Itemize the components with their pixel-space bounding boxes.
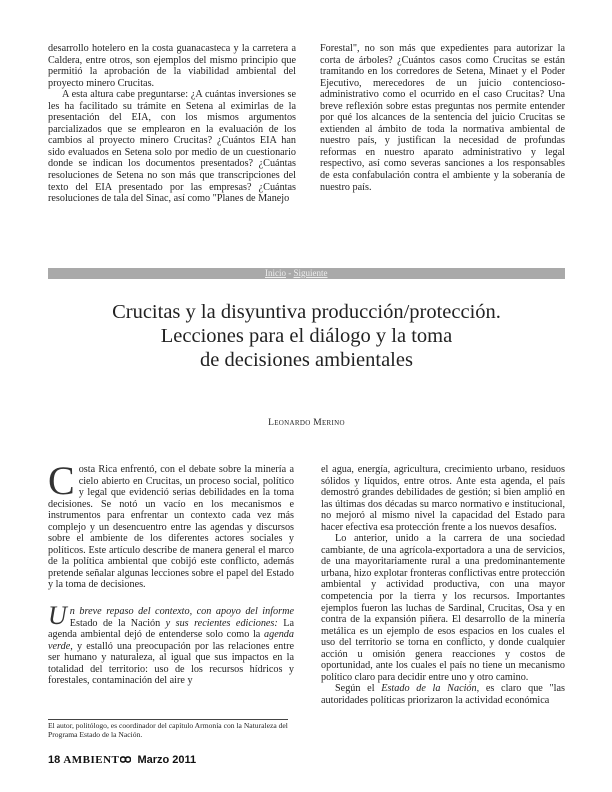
title-line: Crucitas y la disyuntiva producción/protección. — [112, 301, 501, 323]
paragraph-text: , y estalló una preocupación por las relaciones entre ser humano y naturaleza, al igual que sus impactos en la totalidad del territorio: uso de los recursos hídricos y forestales, contaminación del aire y — [48, 640, 294, 687]
paragraph: A esta altura cabe preguntarse: ¿A cuántas inversiones se les ha facilitado su trámite en Setena al eximirlas de la presentación del EIA, con los mismos argumentos parcializados que se emplearon en la evaluación de los cambios al proyecto minero Crucitas? ¿Cuántos EIA han sido evaluados en Setena solo por medio de un cuestionario donde se indican los documentos presentados? ¿Cuántas resoluciones de Setena no son más que transcripciones del texto del EIA presentado por las empresas? ¿Cuántas resoluciones de tala del Sinac, así como "Planes de Manejo — [48, 89, 296, 205]
footnote-divider — [48, 719, 288, 720]
paragraph-text: Según el — [335, 683, 382, 695]
footnote: El autor, politólogo, es coordinador del capítulo Armonía con la Naturaleza del Programa Estado de la Nación. — [48, 721, 288, 740]
italic-text: y sus recientes ediciones: — [160, 617, 278, 629]
paragraph: Lo anterior, unido a la carrera de una sociedad cambiante, de una agrícola-exportadora a una de servicios, de una mayoritariamente rural a una predominantemente urbana, hizo explotar fronteras conflictivas entre protección ambiental y actividad productiva, con una mayor competencia por la tierra y los recursos. Importantes ejemplos fueron las luchas de Sardinal, Crucitas, Osa y en contra de la expansión piñera. El desarrollo de la minería metálica es un ejemplo de esos espacios en los cuales el uso del territorio se torna en conflicto, y donde cualquier acción u omisión genera reacciones y costos de oportunidad, ante los cuales el país no tiene un mecanismo político claro para decidir entre uno y otro camino. — [321, 533, 565, 683]
italic-text: n breve repaso del contexto, con apoyo del informe — [69, 606, 294, 618]
italic-text: Estado de la Nación — [69, 617, 161, 629]
title-line: Lecciones para el diálogo y la toma — [160, 325, 453, 347]
siguiente-link[interactable]: Siguiente — [293, 268, 328, 278]
article-author: Leonardo Merino — [268, 418, 345, 428]
inicio-link[interactable]: Inicio — [265, 268, 286, 278]
top-left-column — [48, 43, 296, 205]
magazine-name: AMBIENT — [63, 754, 120, 766]
title-line: de decisiones ambientales — [200, 349, 413, 371]
right-body-column — [321, 464, 565, 706]
italic-text: agenda verde — [48, 629, 294, 652]
page-footer — [48, 754, 196, 766]
paragraph: Forestal", no son más que expedientes para autorizar la corta de árboles? ¿Cuántos casos como Crucitas se están tramitando en los corredores de Setena, Minaet y el Poder Ejecutivo, merecedores de un juicio contencioso-administrativo como el ocurrido en el caso Crucitas? Una breve reflexión sobre estas preguntas nos permite entender por qué los alcances de la sentencia del juicio Crucitas se extienden al ámbito de toda la normativa ambiental de nuestro país, y justifican la necesidad de profundas reformas en nuestro aparato administrativo y legal respectivo, así como severas sanciones a los responsables de esta confabulación contra el ambiente y la soberanía de nuestro país. — [320, 43, 565, 193]
top-right-column — [320, 43, 565, 193]
left-body-column — [48, 458, 294, 687]
paragraph — [48, 601, 294, 687]
nav-separator: - — [286, 268, 294, 278]
page-number: 18 — [48, 754, 61, 766]
issue-date: Marzo 2011 — [137, 754, 197, 766]
paragraph-text: osta Rica enfrentó, con el debate sobre la minería a cielo abierto en Crucitas, un proceso social, político y legal que evidenció serias debilidades en la toma decisiones. Se notó un vacío en los mecanismos e instrumentos para enfrentar un contexto cada vez más complejo y un desencuentro entre las agendas y discursos sobre el ambiente de los diferentes actores sociales y políticos. Este artículo describe de manera general el marco de la política ambiental que cobijó este conflicto, además pretende señalar algunas lecciones sobre el papel del Estado y la toma de decisiones. — [48, 464, 294, 591]
drop-cap: C — [48, 458, 75, 503]
paragraph: desarrollo hotelero en la costa guanacasteca y la carretera a Caldera, entre otros, son ejemplos del mismo principio que permitió la aprobación de la viabilidad ambiental del proyecto minero Crucitas. — [48, 43, 296, 89]
italic-text: Estado de la Nación — [381, 683, 477, 695]
navigation-links — [265, 268, 328, 279]
magazine-logo-icon — [120, 755, 131, 764]
article-title — [48, 300, 565, 372]
paragraph — [321, 683, 565, 706]
drop-cap: U — [48, 601, 67, 631]
paragraph-text: La agenda ambiental dejó de entenderse solo como la — [48, 617, 294, 641]
paragraph: el agua, energía, agricultura, crecimiento urbano, residuos sólidos y líquidos, entre otros. Ante esta agenda, el país demostró grandes debilidades de gestión; si bien amplió en las últimas dos décadas su marco normativo e institucional, no mejoró al mismo nivel la capacidad del Estado para hacer efectiva esa protección frente a los nuevos desafíos. — [321, 464, 565, 533]
intro-paragraph — [48, 458, 294, 591]
paragraph-text: , es claro que "las autoridades políticas priorizaron la actividad económica — [321, 683, 565, 706]
